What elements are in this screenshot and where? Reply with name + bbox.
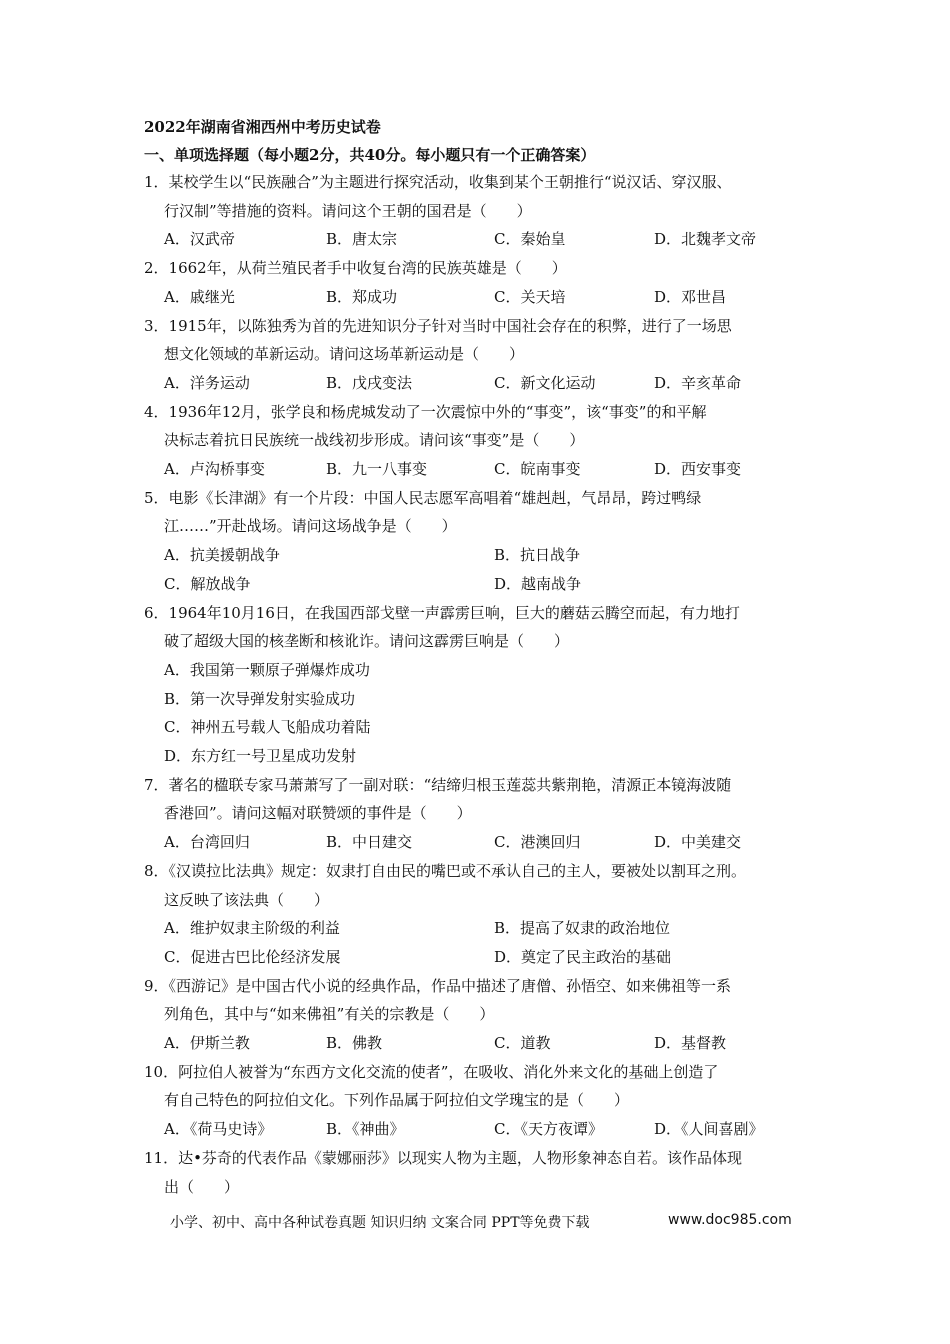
question-9-option[interactable]: B．佛教 xyxy=(326,1034,383,1052)
question-7-option[interactable]: A．台湾回归 xyxy=(164,833,250,852)
question-7-option[interactable]: B．中日建交 xyxy=(326,833,413,852)
question-7-option[interactable]: C．港澳回归 xyxy=(494,833,581,852)
question-11-line: 出（ ） xyxy=(164,1177,240,1196)
question-3-option[interactable]: D．辛亥革命 xyxy=(654,373,742,392)
question-1-option[interactable]: D．北魏孝文帝 xyxy=(654,230,757,249)
question-4-option[interactable]: A．卢沟桥事变 xyxy=(164,460,265,478)
question-3-line: 想文化领域的革新运动。请问这场革新运动是（ ） xyxy=(164,345,525,364)
question-2-option[interactable]: B．郑成功 xyxy=(326,287,398,306)
question-3-option[interactable]: A．洋务运动 xyxy=(164,373,250,392)
question-8-option[interactable]: D．奠定了民主政治的基础 xyxy=(494,947,672,966)
question-10-option[interactable]: D．《人间喜剧》 xyxy=(654,1120,764,1139)
question-6-line: 破了超级大国的核垄断和核讹诈。请问这霹雳巨响是（ ） xyxy=(164,632,570,651)
question-3-option[interactable]: B．戊戌变法 xyxy=(326,373,413,392)
question-4-option[interactable]: B．九一八事变 xyxy=(326,460,428,478)
question-4-option[interactable]: D．西安事变 xyxy=(654,460,742,478)
question-1-line: 1．某校学生以“民族融合”为主题进行探究活动，收集到某个王朝推行“说汉话、穿汉服、 xyxy=(144,173,732,191)
question-7-option[interactable]: D．中美建交 xyxy=(654,833,742,852)
question-9-line: 9．《西游记》是中国古代小说的经典作品，作品中描述了唐僧、孙悟空、如来佛祖等一系 xyxy=(144,976,732,995)
question-1-line: 行汉制”等措施的资料。请问这个王朝的国君是（ ） xyxy=(164,201,532,220)
question-10-line: 10．阿拉伯人被誉为“东西方文化交流的使者”，在吸收、消化外来文化的基础上创造了 xyxy=(144,1062,719,1081)
question-9-line: 列角色，其中与“如来佛祖”有关的宗教是（ ） xyxy=(164,1005,495,1024)
question-10-option[interactable]: C．《天方夜谭》 xyxy=(494,1120,603,1139)
question-7-line: 香港回”。请问这幅对联赞颂的事件是（ ） xyxy=(164,804,472,823)
question-1-option[interactable]: C．秦始皇 xyxy=(494,230,566,249)
question-2-option[interactable]: D．邓世昌 xyxy=(654,287,727,306)
question-4-line: 决标志着抗日民族统一战线初步形成。请问该“事变”是（ ） xyxy=(164,431,585,450)
question-5-option[interactable]: A．抗美援朝战争 xyxy=(164,546,280,565)
question-6-option[interactable]: B．第一次导弹发射实验成功 xyxy=(164,689,356,708)
page-title: 2022年湖南省湘西州中考历史试卷 xyxy=(144,118,381,136)
question-6-line: 6．1964年10月16日，在我国西部戈壁一声霹雳巨响，巨大的蘑菇云腾空而起，有力地打 xyxy=(144,603,740,622)
footer-text: 小学、初中、高中各种试卷真题 知识归纳 文案合同 PPT等免费下载 xyxy=(170,1215,590,1231)
question-8-option[interactable]: B．提高了奴隶的政治地位 xyxy=(494,919,671,938)
question-4-option[interactable]: C．皖南事变 xyxy=(494,460,581,478)
question-8-line: 这反映了该法典（ ） xyxy=(164,890,330,909)
question-10-option[interactable]: B．《神曲》 xyxy=(326,1120,405,1139)
question-5-option[interactable]: D．越南战争 xyxy=(494,574,582,593)
question-11-line: 11．达•芬奇的代表作品《蒙娜丽莎》以现实人物为主题，人物形象神态自若。该作品体现 xyxy=(144,1148,742,1167)
question-8-option[interactable]: A．维护奴隶主阶级的利益 xyxy=(164,919,340,938)
question-6-option[interactable]: D．东方红一号卫星成功发射 xyxy=(164,747,357,765)
question-6-option[interactable]: C．神州五号载人飞船成功着陆 xyxy=(164,718,371,737)
question-1-option[interactable]: B．唐太宗 xyxy=(326,230,398,249)
question-4-line: 4．1936年12月，张学良和杨虎城发动了一次震惊中外的“事变”，该“事变”的和平解 xyxy=(144,402,707,421)
question-5-line: 5．电影《长津湖》有一个片段：中国人民志愿军高唱着“雄赳赳，气昂昂，跨过鸭绿 xyxy=(144,488,702,507)
question-9-option[interactable]: D．基督教 xyxy=(654,1034,727,1052)
question-1-option[interactable]: A．汉武帝 xyxy=(164,230,235,249)
question-5-option[interactable]: C．解放战争 xyxy=(164,574,251,593)
question-6-option[interactable]: A．我国第一颗原子弹爆炸成功 xyxy=(164,660,370,679)
question-2-option[interactable]: A．戚继光 xyxy=(164,287,235,306)
question-3-line: 3．1915年，以陈独秀为首的先进知识分子针对当时中国社会存在的积弊，进行了一场思 xyxy=(144,316,732,335)
question-9-option[interactable]: A．伊斯兰教 xyxy=(164,1034,250,1052)
question-5-option[interactable]: B．抗日战争 xyxy=(494,546,581,565)
question-2-option[interactable]: C．关天培 xyxy=(494,287,566,306)
question-9-option[interactable]: C．道教 xyxy=(494,1034,551,1052)
question-2-line: 2．1662年，从荷兰殖民者手中收复台湾的民族英雄是（ ） xyxy=(144,259,567,278)
question-10-line: 有自己特色的阿拉伯文化。下列作品属于阿拉伯文学瑰宝的是（ ） xyxy=(164,1091,630,1110)
section-heading: 一、单项选择题（每小题2分，共40分。每小题只有一个正确答案） xyxy=(144,146,596,164)
question-7-line: 7．著名的楹联专家马萧萧写了一副对联：“结缔归根玉莲蕊共紫荆艳，清源正本镜海波随 xyxy=(144,775,732,794)
question-3-option[interactable]: C．新文化运动 xyxy=(494,373,596,392)
question-8-option[interactable]: C．促进古巴比伦经济发展 xyxy=(164,947,341,966)
question-5-line: 江……”开赴战场。请问这场战争是（ ） xyxy=(164,517,457,536)
footer-link[interactable]: www.doc985.com xyxy=(668,1212,792,1228)
question-10-option[interactable]: A．《荷马史诗》 xyxy=(164,1120,273,1139)
question-8-line: 8．《汉谟拉比法典》规定：奴隶打自由民的嘴巴或不承认自己的主人，要被处以割耳之刑。 xyxy=(144,861,747,880)
